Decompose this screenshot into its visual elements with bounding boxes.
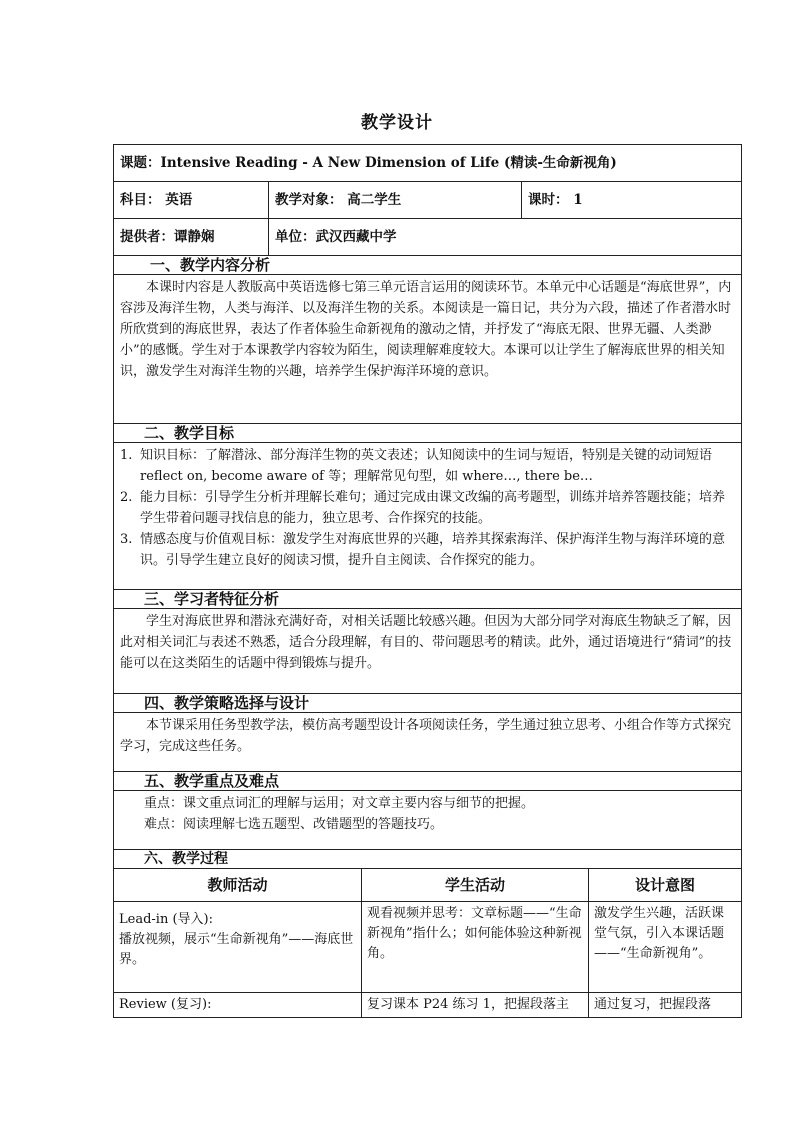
provider-cell bbox=[114, 219, 269, 256]
process-heading-row bbox=[114, 850, 742, 869]
design-intent: 通过复习，把握段落 bbox=[589, 993, 742, 1018]
process-heading: 六、教学过程 bbox=[114, 850, 742, 869]
content-text: 本课时内容是人教版高中英语选修七第三单元语言运用的阅读环节。本单元中心话题是“海底世界”，内容涉及海洋生物，人类与海洋、以及海洋生物的关系。本阅读是一篇日记，共分为六段，描述了作者潜水时所欣赏到的海底世界，表达了作者体验生命新视角的激动之情，并抒发了“海底无限、世界无疆、人类渺小”的感慨。学生对于本课教学内容较为陌生，阅读理解难度较大。本课可以让学生了解海底世界的相关知识，激发学生对海洋生物的兴趣，培养学生保护海洋环境的意识。 bbox=[120, 280, 732, 379]
process-column-header-row bbox=[114, 869, 742, 902]
goal-num: 3. bbox=[120, 532, 133, 547]
lesson-plan-table bbox=[113, 144, 742, 1018]
strategy-heading-row bbox=[114, 694, 742, 713]
goals-body-row bbox=[114, 443, 742, 590]
table-row bbox=[114, 902, 742, 993]
teacher-activity-title: Lead-in (导入): bbox=[119, 912, 213, 927]
goal-item bbox=[120, 487, 735, 529]
col-design: 设计意图 bbox=[589, 869, 742, 902]
hours-value: 1 bbox=[573, 191, 583, 208]
content-heading-row bbox=[114, 256, 742, 275]
unit-value: 武汉西藏中学 bbox=[315, 228, 397, 245]
goal-text: 情感态度与价值观目标：激发学生对海底世界的兴趣，培养其探索海洋、保护海洋生物与海洋环境的意识。引导学生建立良好的阅读习惯，提升自主阅读、合作探究的能力。 bbox=[140, 532, 726, 568]
learners-body-row bbox=[114, 609, 742, 694]
teacher-activity-text: 播放视频，展示“生命新视角”——海底世界。 bbox=[119, 932, 354, 967]
key-point-text: 重点：课文重点词汇的理解与运用；对文章主要内容与细节的把握。 bbox=[144, 796, 535, 811]
provider-value: 谭静娴 bbox=[174, 228, 215, 245]
hours-cell bbox=[522, 182, 742, 219]
subject-label: 科目： bbox=[120, 191, 161, 208]
goal-num: 1. bbox=[120, 448, 133, 463]
unit-label: 单位： bbox=[275, 228, 316, 245]
goals-list bbox=[120, 445, 735, 571]
audience-value: 高二学生 bbox=[347, 191, 402, 208]
strategy-heading: 四、教学策略选择与设计 bbox=[114, 694, 742, 713]
table-row bbox=[114, 993, 742, 1018]
keypoints-body-row bbox=[114, 791, 742, 850]
goal-text: 知识目标：了解潜泳、部分海洋生物的英文表述；认知阅读中的生词与短语，特别是关键的动词短语 reflect on, become aware of 等；理解常见句型，如 where…, there be… bbox=[140, 448, 713, 484]
unit-cell bbox=[269, 219, 742, 256]
goal-num: 2. bbox=[120, 490, 133, 505]
keypoints-heading: 五、教学重点及难点 bbox=[114, 772, 742, 791]
goal-item bbox=[120, 445, 735, 487]
goals-heading-row bbox=[114, 424, 742, 443]
strategy-body-row bbox=[114, 713, 742, 772]
audience-label: 教学对象： bbox=[275, 191, 343, 208]
keypoints-heading-row bbox=[114, 772, 742, 791]
goals-heading: 二、教学目标 bbox=[114, 424, 742, 443]
col-student: 学生活动 bbox=[362, 869, 589, 902]
hours-label: 课时： bbox=[528, 191, 569, 208]
subject-row bbox=[114, 182, 742, 219]
document-title: 教学设计 bbox=[361, 113, 433, 133]
subject-value: 英语 bbox=[165, 191, 193, 208]
goal-text: 能力目标：引导学生分析并理解长难句；通过完成由课文改编的高考题型，训练并培养答题技能；培养学生带着问题寻找信息的能力，独立思考、合作探究的技能。 bbox=[140, 490, 726, 526]
learners-heading: 三、学习者特征分析 bbox=[114, 590, 742, 609]
lesson-topic: 课题：Intensive Reading - A New Dimension of Life (精读-生命新视角) bbox=[114, 145, 742, 182]
student-activity: 复习课本 P24 练习 1，把握段落主 bbox=[362, 993, 589, 1018]
difficult-point-text: 难点：阅读理解七选五题型、改错题型的答题技巧。 bbox=[144, 817, 444, 832]
topic-row bbox=[114, 145, 742, 182]
audience-cell bbox=[269, 182, 522, 219]
teacher-activity-title: Review (复习): bbox=[119, 997, 212, 1012]
design-intent: 激发学生兴趣，活跃课堂气氛，引入本课话题——“生命新视角”。 bbox=[589, 902, 742, 993]
col-teacher: 教师活动 bbox=[114, 869, 362, 902]
strategy-text: 本节课采用任务型教学法，模仿高考题型设计各项阅读任务，学生通过独立思考、小组合作等方式探究学习，完成这些任务。 bbox=[120, 718, 732, 754]
learners-text: 学生对海底世界和潜泳充满好奇，对相关话题比较感兴趣。但因为大部分同学对海底生物缺乏了解，因此对相关词汇与表述不熟悉，适合分段理解，有目的、带问题思考的精读。此外，通过语境进行“猜词”的技能可以在这类陌生的话题中得到锻炼与提升。 bbox=[120, 614, 732, 671]
provider-row bbox=[114, 219, 742, 256]
goal-item bbox=[120, 529, 735, 571]
content-body-row bbox=[114, 275, 742, 424]
learners-heading-row bbox=[114, 590, 742, 609]
student-activity: 观看视频并思考：文章标题——“生命新视角”指什么；如何能体验这种新视角。 bbox=[362, 902, 589, 993]
provider-label: 提供者： bbox=[120, 228, 174, 245]
subject-cell bbox=[114, 182, 269, 219]
content-heading: 一、教学内容分析 bbox=[114, 256, 742, 275]
